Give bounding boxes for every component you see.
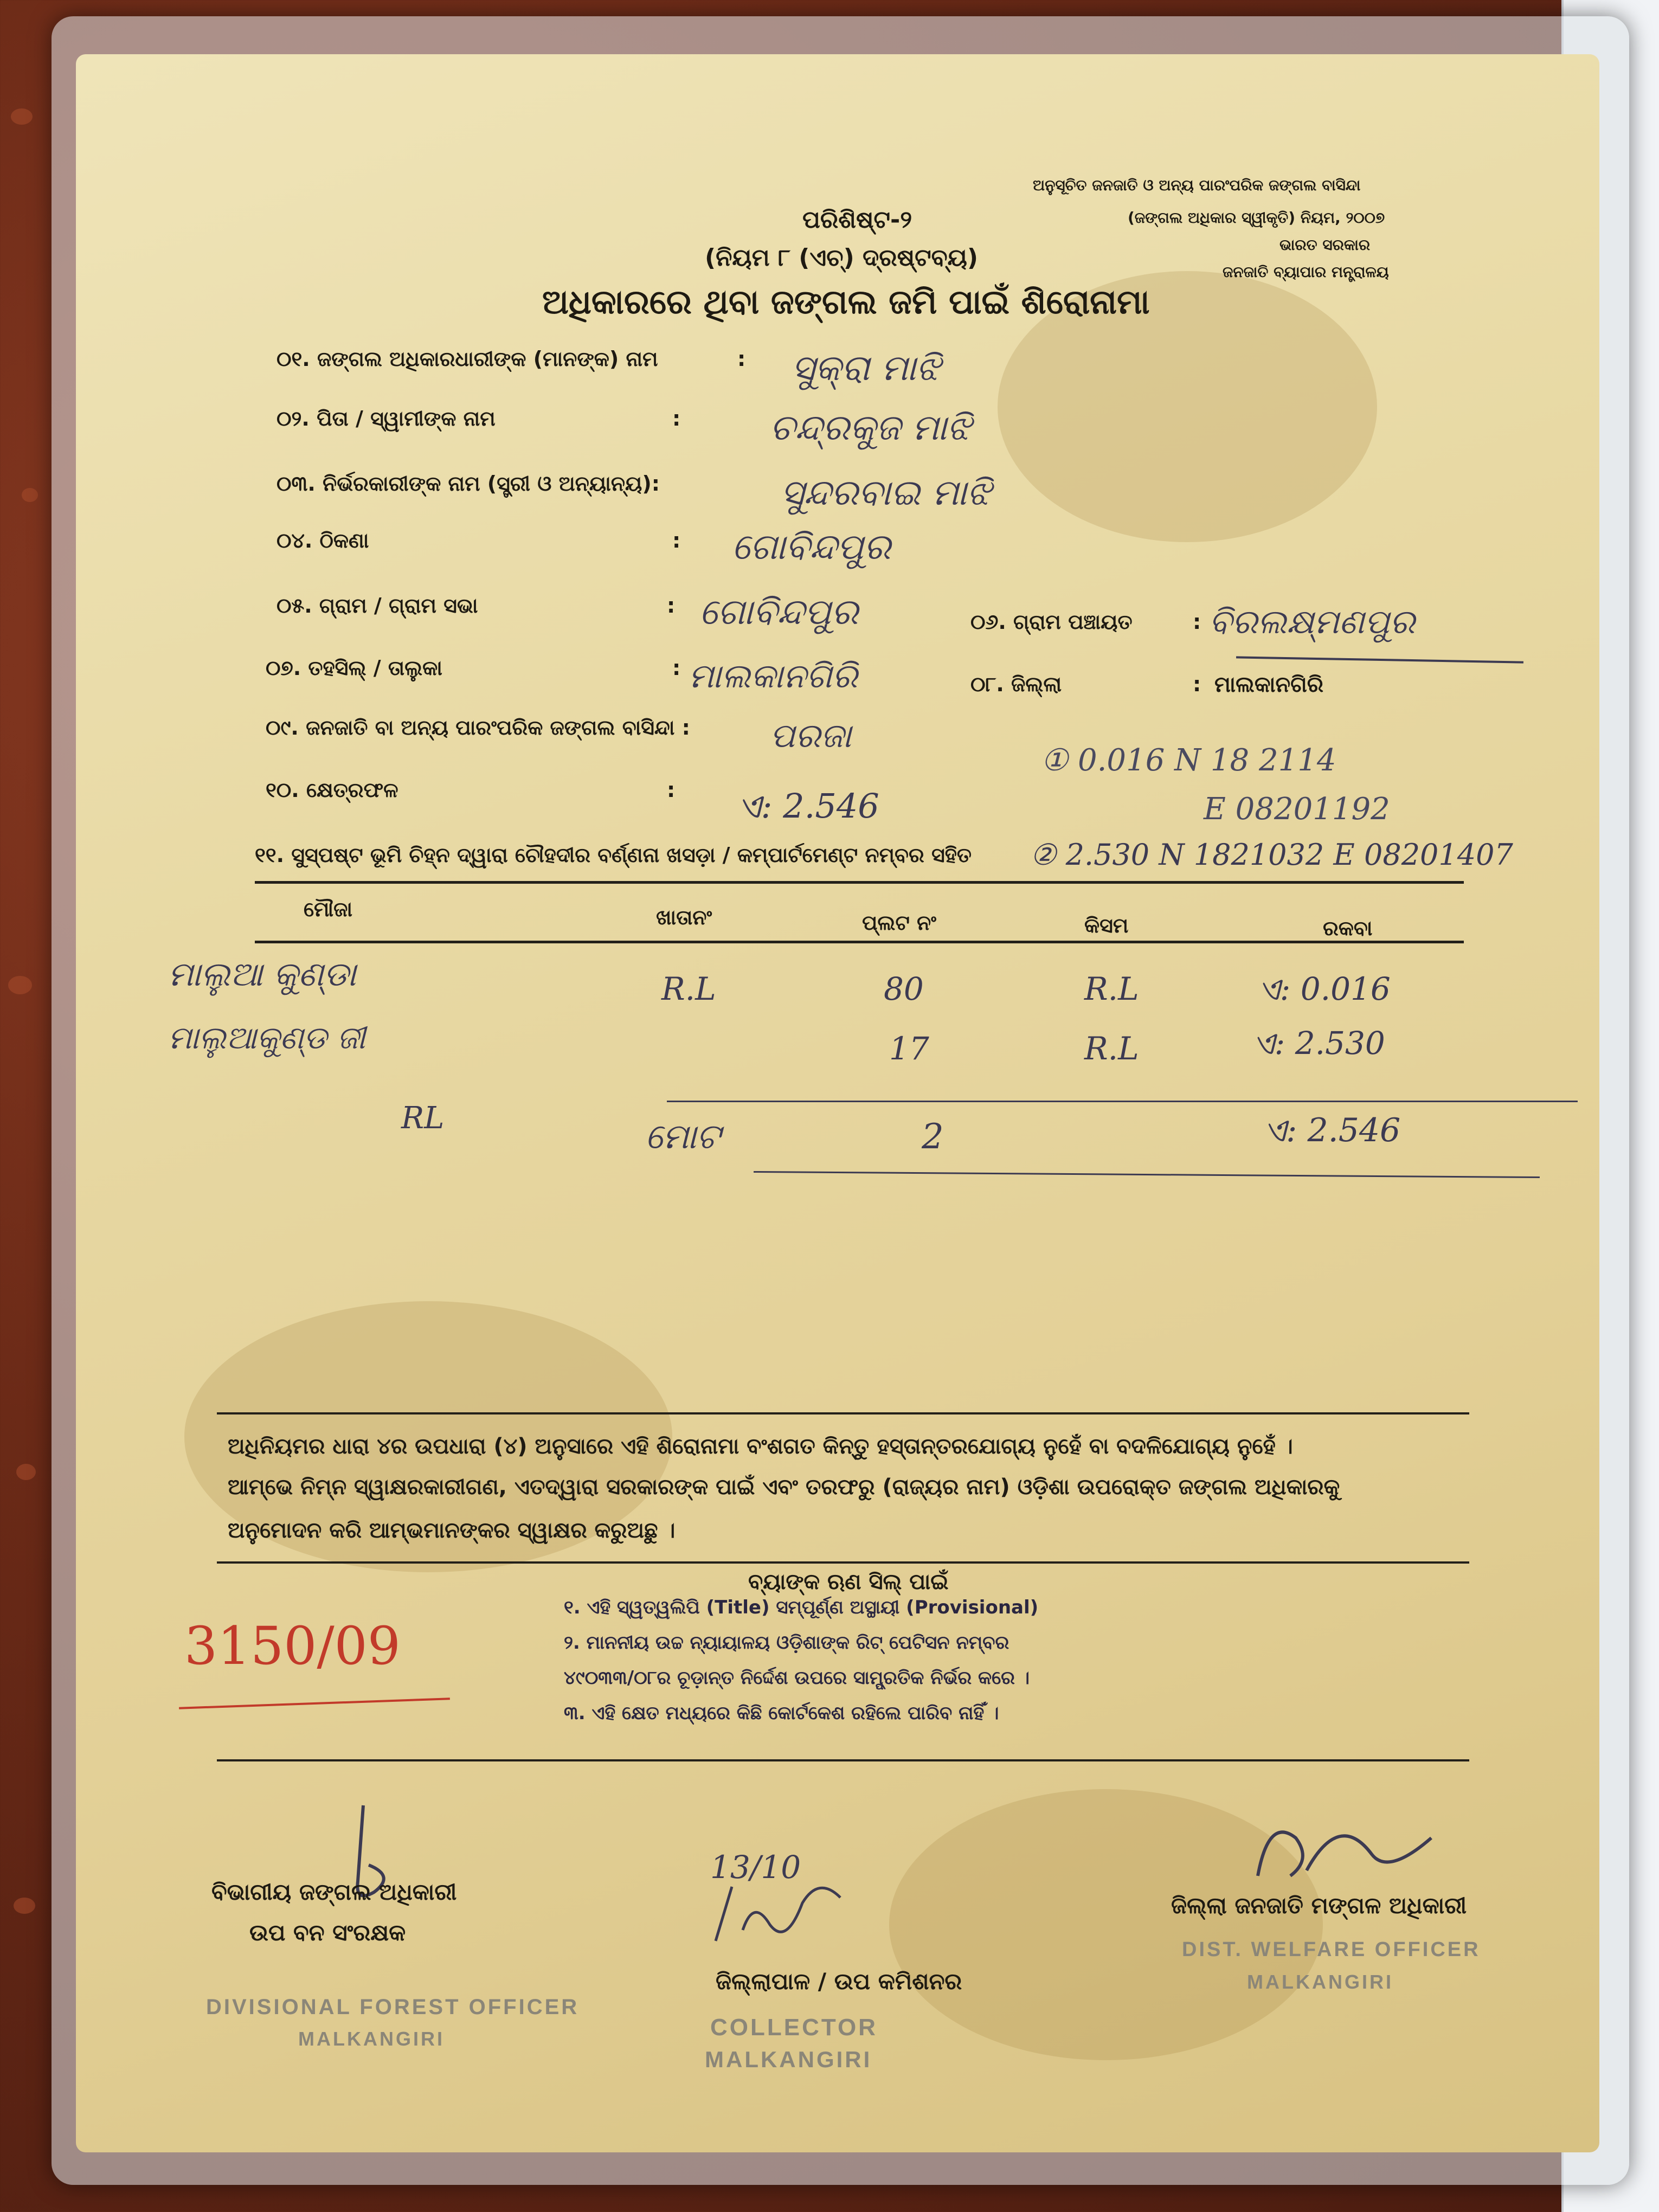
row-2-mouza: ମାଲୁଆକୁଣ୍ଡ ଜୀ: [168, 1019, 366, 1056]
field-10-value: ଏ: 2.546: [737, 786, 879, 826]
row-2-area: ଏ: 2.530: [1252, 1025, 1385, 1062]
row-1-area: ଏ: 0.016: [1258, 970, 1391, 1007]
appendix-label: ପରିଶିଷ୍ଟ-୨: [802, 206, 912, 234]
field-02-value: ଚନ୍ଦ୍ରକୁଜ ମାଝି: [770, 407, 972, 448]
center-signatory-title: ଜିଲ୍ଲାପାଳ / ଉପ କମିଶନର: [716, 1968, 962, 1995]
bank-section-bottom-rule: [217, 1759, 1469, 1761]
field-10-label: ୧୦. କ୍ଷେତ୍ରଫଳ: [266, 778, 398, 802]
field-08-colon: :: [1193, 672, 1201, 696]
soil-speck: [14, 1898, 35, 1914]
right-stamp-line-1: DIST. WELFARE OFFICER: [1182, 1938, 1481, 1961]
soil-speck: [8, 976, 32, 994]
field-04-label: ୦୪. ଠିକଣା: [276, 529, 369, 552]
table-header-plot: ପ୍ଲଟ ନଂ: [862, 911, 936, 935]
header-ministry-line-1: ଅନୁସୂଚିତ ଜନଜାତି ଓ ଅନ୍ୟ ପାରଂପରିକ ଜଙ୍ଗଲ ବାସିନ୍ଦା: [1033, 176, 1361, 194]
declaration-line-3: ଅନୁମୋଦନ କରି ଆମ୍ଭମାନଙ୍କର ସ୍ୱାକ୍ଷର କରୁଅଛୁ ।: [228, 1518, 676, 1543]
declaration-top-rule: [217, 1412, 1469, 1414]
field-03-label: ୦୩. ନିର୍ଭରକାରୀଙ୍କ ନାମ (ସ୍ତ୍ରୀ ଓ ଅନ୍ୟାନ୍ୟ):: [276, 472, 660, 496]
field-04-colon: :: [672, 529, 681, 552]
header-ministry-line-3: ଭାରତ ସରକାର: [1279, 236, 1371, 254]
right-signature: [1247, 1805, 1442, 1892]
table-header-area: ରକବା: [1323, 916, 1373, 940]
field-09-value: ପରଜା: [770, 716, 852, 755]
document-title: ଅଧିକାରରେ ଥିବା ଜଙ୍ଗଲ ଜମି ପାଇଁ ଶିରୋନାମା: [542, 282, 1150, 321]
total-plots: 2: [922, 1117, 944, 1157]
header-ministry-line-4: ଜନଜାତି ବ୍ୟାପାର ମନ୍ତ୍ରାଳୟ: [1223, 263, 1389, 281]
total-top-rule: [667, 1101, 1578, 1102]
right-signatory-title: ଜିଲ୍ଲା ଜନଜାତି ମଙ୍ଗଳ ଅଧିକାରୀ: [1171, 1892, 1467, 1919]
row-1-kisam: R.L: [1084, 970, 1139, 1007]
table-header-kisam: କିସମ: [1084, 914, 1129, 937]
field-09-gps-note: ① 0.016 N 18 2114: [1041, 743, 1336, 778]
row-1-khata: R.L: [661, 970, 716, 1007]
declaration-line-1: ଅଧିନିୟମର ଧାରା ୪ର ଉପଧାରା (୪) ଅନୁସାରେ ଏହି ଶିରୋନାମା ବଂଶଗତ କିନ୍ତୁ ହସ୍ତାନ୍ତରଯୋଗ୍ୟ ନୁହେଁ ବା ବଦଳିଯୋଗ୍ୟ ନୁହେଁ ।: [228, 1434, 1293, 1459]
header-ministry-line-2: (ଜଙ୍ଗଲ ଅଧିକାର ସ୍ୱୀକୃତି) ନିୟମ, ୨୦୦୭: [1128, 209, 1385, 227]
right-stamp-line-2: MALKANGIRI: [1247, 1971, 1393, 1993]
soil-speck: [22, 488, 38, 502]
field-05-label: ୦୫. ଗ୍ରାମ / ଗ୍ରାମ ସଭା: [276, 594, 478, 618]
field-04-value: ଗୋବିନ୍ଦପୁର: [732, 526, 891, 568]
bank-item-1: ୧. ଏହି ସ୍ୱତ୍ୱଲିପି (Title) ସମ୍ପୂର୍ଣ୍ଣ ଅସ୍ଥାୟୀ (Provisional): [564, 1597, 1039, 1618]
extra-rl-mark: RL: [401, 1101, 445, 1136]
field-06-colon: :: [1193, 610, 1201, 634]
field-05-value: ଗୋବିନ୍ଦପୁର: [699, 591, 858, 633]
table-header-khata: ଖାତାନଂ: [656, 905, 712, 929]
field-05-colon: :: [667, 594, 676, 618]
field-10-gps-note: E 08201192: [1204, 792, 1390, 827]
soil-speck: [16, 1464, 36, 1480]
bank-section-title: ବ୍ୟାଙ୍କ ଋଣ ସିଲ୍ ପାଇଁ: [748, 1570, 949, 1594]
field-11-label: ୧୧. ସୁସ୍ପଷ୍ଟ ଭୂମି ଚିହ୍ନ ଦ୍ୱାରା ଚୌହଦୀର ବର୍ଣ୍ଣନା ଖସଡ଼ା / କମ୍ପାର୍ଟମେଣ୍ଟ ନମ୍ବର ସହିତ: [255, 843, 972, 867]
bank-item-4: ୩. ଏହି କ୍ଷେତ ମଧ୍ୟରେ କିଛି କୋର୍ଟକେଶ ରହିଲେ ପାରିବ ନାହିଁ ।: [564, 1702, 999, 1724]
center-stamp-line-2: MALKANGIRI: [705, 2047, 872, 2072]
declaration-bottom-rule: [217, 1561, 1469, 1564]
field-02-colon: :: [672, 407, 681, 430]
field-06-value: ବିରଲକ୍ଷ୍ମଣପୁର: [1209, 602, 1415, 641]
field-08-value: ମାଲକାନଗିରି: [1214, 672, 1324, 697]
serial-number: 3150/09: [184, 1616, 401, 1676]
table-header-rule: [255, 941, 1464, 943]
soil-speck: [11, 108, 33, 125]
left-signatory-subtitle: ଉପ ବନ ସଂରକ୍ଷକ: [249, 1919, 406, 1946]
row-2-kisam: R.L: [1084, 1030, 1139, 1067]
left-signatory-title: ବିଭାଗୀୟ ଜଙ୍ଗଲ ଅଧିକାରୀ: [211, 1879, 457, 1905]
total-area: ଏ: 2.546: [1263, 1111, 1401, 1149]
field-11-value: ② 2.530 N 1821032 E 08201407: [1030, 838, 1513, 872]
field-06-label: ୦୬. ଗ୍ରାମ ପଞ୍ଚାୟତ: [970, 610, 1133, 634]
field-01-value: ସୁକ୍ରା ମାଝି: [792, 347, 941, 389]
center-initial: 13/10: [710, 1849, 801, 1886]
row-2-plot: 17: [889, 1030, 929, 1067]
field-02-label: ୦୨. ପିତା / ସ୍ୱାମୀଙ୍କ ନାମ: [276, 407, 496, 430]
table-header-mouza: ମୌଜା: [304, 897, 353, 921]
field-07-label: ୦୭. ତହସିଲ୍ / ତାଲୁକା: [266, 656, 442, 680]
field-08-label: ୦୮. ଜିଲ୍ଲା: [970, 672, 1062, 696]
left-stamp-line-2: MALKANGIRI: [298, 2028, 445, 2050]
row-1-plot: 80: [884, 970, 924, 1007]
field-01-label: ୦୧. ଜଙ୍ଗଲ ଅଧିକାରଧାରୀଙ୍କ (ମାନଙ୍କ) ନାମ: [276, 347, 658, 371]
table-top-rule: [255, 881, 1464, 884]
left-stamp-line-1: DIVISIONAL FOREST OFFICER: [206, 1995, 580, 2019]
rule-reference: (ନିୟମ ୮ (ଏଚ୍) ଦ୍ରଷ୍ଟବ୍ୟ): [705, 244, 978, 272]
field-03-value: ସୁନ୍ଦରବାଇ ମାଝି: [781, 472, 992, 513]
field-09-label: ୦୯. ଜନଜାତି ବା ଅନ୍ୟ ପାରଂପରିକ ଜଙ୍ଗଲ ବାସିନ୍ଦା :: [266, 716, 690, 740]
field-07-colon: :: [672, 656, 681, 680]
field-10-colon: :: [667, 778, 676, 802]
field-07-value: ମାଲକାନଗିରି: [689, 656, 858, 696]
bank-item-3: ୪୯୦୩୩/୦୮ର ଚୂଡ଼ାନ୍ତ ନିର୍ଦ୍ଦେଶ ଉପରେ ସାମ୍ପ୍ରତିକ ନିର୍ଭର କରେ ।: [564, 1667, 1030, 1689]
field-01-colon: :: [737, 347, 746, 371]
bank-item-2: ୨. ମାନନୀୟ ଉଚ୍ଚ ନ୍ୟାୟାଳୟ ଓଡ଼ିଶାଙ୍କ ରିଟ୍ ପେଟିସନ ନମ୍ବର: [564, 1632, 1009, 1654]
row-1-mouza: ମାଲୁଆ କୁଣ୍ଡା: [168, 954, 356, 994]
center-stamp-line-1: COLLECTOR: [710, 2014, 878, 2041]
declaration-line-2: ଆମ୍ଭେ ନିମ୍ନ ସ୍ୱାକ୍ଷରକାରୀଗଣ, ଏତଦ୍ୱାରା ସରକାରଙ୍କ ପାଇଁ ଏବଂ ତରଫରୁ (ରାଜ୍ୟର ନାମ) ଓଡ଼ିଶା ଉପରୋକ୍ତ ଜଙ୍ଗଲ ଅଧିକାରକୁ: [228, 1475, 1340, 1500]
total-label: ମୋଟ: [645, 1117, 721, 1157]
